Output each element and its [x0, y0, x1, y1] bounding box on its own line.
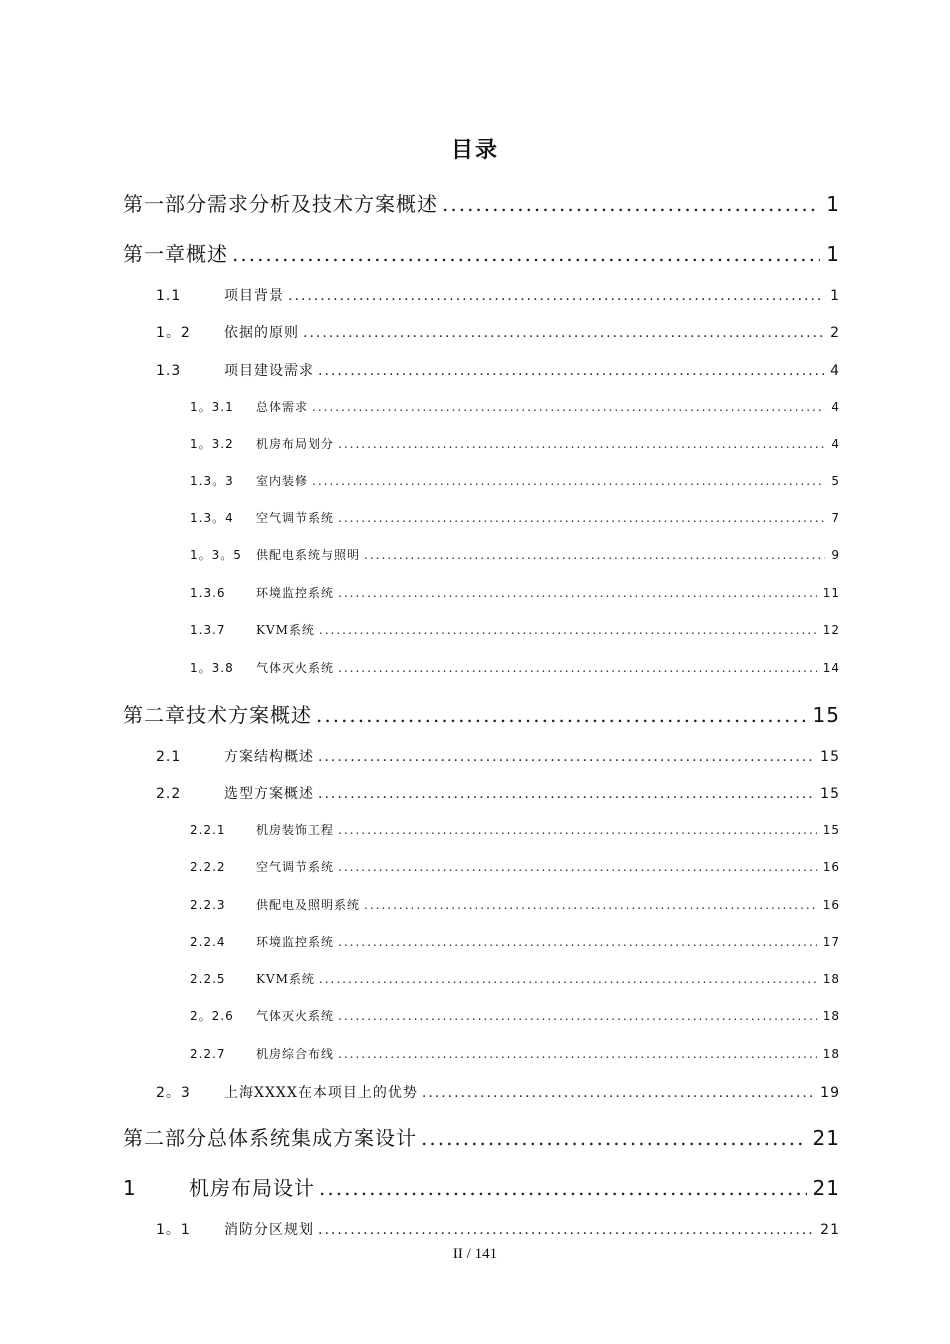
toc-entry-text: 供配电系统与照明 [256, 548, 361, 562]
toc-entry-number: 1.3。4 [190, 511, 234, 525]
toc-entry-subsection[interactable] [190, 821, 840, 838]
toc-entry-number: 1.3 [156, 363, 182, 379]
toc-entry-text: 空气调节系统 [256, 511, 335, 525]
toc-page-number: 18 [822, 1047, 840, 1061]
toc-entry-number: 2.2.4 [190, 935, 226, 949]
toc-entry-number: 1.3.6 [190, 586, 226, 600]
toc-entry-text: 气体灭火系统 [256, 661, 335, 675]
toc-page-number: 21 [812, 1176, 840, 1200]
toc-page-number: 11 [822, 586, 840, 600]
toc-entry-text: KVM系统 [256, 972, 315, 986]
toc-page-number: 7 [831, 511, 840, 525]
toc-entry-section[interactable] [156, 285, 840, 305]
toc-entry-section[interactable] [156, 783, 840, 803]
toc-entry-subsection[interactable] [190, 970, 840, 987]
toc-entry-number: 2.2.3 [190, 898, 226, 912]
toc-page-number: 4 [831, 437, 840, 451]
toc-entry-text: 第二章技术方案概述 [123, 703, 312, 727]
toc-page-number: 18 [822, 1009, 840, 1023]
toc-entry-text: 室内装修 [256, 474, 309, 488]
toc-entry-subsection[interactable] [190, 509, 840, 526]
toc-entry-section[interactable] [156, 1219, 840, 1239]
toc-entry-text: 供配电及照明系统 [256, 898, 361, 912]
toc-page-number: 15 [812, 703, 840, 727]
toc-leader-dots [319, 1176, 807, 1200]
toc-entry-text: 机房装饰工程 [256, 823, 335, 837]
toc-entry-chapter[interactable] [123, 1172, 840, 1201]
toc-entry-subsection[interactable] [190, 933, 840, 950]
toc-entry-text: 机房布局设计 [189, 1176, 315, 1200]
toc-entry-number: 2.2.5 [190, 972, 226, 986]
toc-leader-dots [338, 935, 817, 949]
toc-leader-dots [319, 623, 817, 637]
toc-leader-dots [442, 192, 820, 216]
toc-entry-text: 方案结构概述 [224, 749, 314, 765]
toc-entry-subsection[interactable] [190, 584, 840, 601]
toc-entry-text: 项目建设需求 [224, 363, 314, 379]
toc-entry-subsection[interactable] [190, 621, 840, 638]
toc-entry-number: 2.2.7 [190, 1047, 226, 1061]
toc-entry-subsection[interactable] [190, 1045, 840, 1062]
toc-page-number: 1 [830, 288, 840, 304]
toc-leader-dots [312, 474, 825, 488]
toc-entry-section[interactable] [156, 746, 840, 766]
toc-title: 目录 [450, 138, 499, 163]
toc-leader-dots [338, 511, 825, 525]
toc-entry-number: 1.3。3 [190, 474, 234, 488]
toc-page-number: 4 [830, 363, 840, 379]
toc-leader-dots [316, 703, 807, 727]
toc-entry-text: 机房布局划分 [256, 437, 335, 451]
toc-leader-dots [232, 242, 820, 266]
toc-entry-text: 第一部分需求分析及技术方案概述 [123, 192, 438, 216]
toc-leader-dots [364, 548, 825, 562]
toc-entry-subsection[interactable] [190, 1007, 840, 1024]
toc-page-number: 2 [830, 325, 840, 341]
toc-page-number: 5 [831, 474, 840, 488]
toc-entry-number: 1。3.2 [190, 437, 234, 451]
toc-entry-subsection[interactable] [190, 858, 840, 875]
toc-entry-subsection[interactable] [190, 896, 840, 913]
toc-entry-subsection[interactable] [190, 546, 840, 563]
toc-leader-dots [364, 898, 817, 912]
toc-leader-dots [422, 1085, 814, 1101]
toc-page-number: 19 [820, 1085, 840, 1101]
toc-page-number: 12 [822, 623, 840, 637]
toc-entry-subsection[interactable] [190, 472, 840, 489]
toc-page-number: 1 [826, 242, 840, 266]
toc-entry-number: 1。3。5 [190, 548, 242, 562]
toc-leader-dots [318, 363, 824, 379]
toc-page-number: 15 [820, 749, 840, 765]
toc-leader-dots [319, 972, 817, 986]
toc-entry-text: 选型方案概述 [224, 786, 314, 802]
toc-page-number: 18 [822, 972, 840, 986]
toc-entry-text: 环境监控系统 [256, 586, 335, 600]
toc-entry-text: 上海XXXX在本项目上的优势 [224, 1085, 418, 1101]
toc-leader-dots [318, 786, 814, 802]
toc-entry-text: 第二部分总体系统集成方案设计 [123, 1126, 417, 1150]
toc-entry-text: 气体灭火系统 [256, 1009, 335, 1023]
toc-entry-text: 空气调节系统 [256, 860, 335, 874]
toc-leader-dots [288, 288, 824, 304]
toc-page-number: 21 [820, 1222, 840, 1238]
toc-entry-section[interactable] [156, 322, 840, 342]
toc-leader-dots [312, 400, 825, 414]
toc-page-number: 14 [822, 661, 840, 675]
toc-entry-number: 1。3.8 [190, 661, 234, 675]
toc-entry-number: 2.1 [156, 749, 182, 765]
toc-entry-subsection[interactable] [190, 435, 840, 452]
toc-leader-dots [338, 661, 817, 675]
toc-entry-section[interactable] [156, 1082, 840, 1102]
toc-page-number: 21 [812, 1126, 840, 1150]
page-indicator: II / 141 [452, 1246, 498, 1262]
toc-entry-text: 环境监控系统 [256, 935, 335, 949]
toc-leader-dots [338, 1009, 817, 1023]
toc-page-number: 17 [822, 935, 840, 949]
toc-page-number: 15 [820, 786, 840, 802]
toc-page-number: 15 [822, 823, 840, 837]
toc-leader-dots [318, 749, 814, 765]
toc-entry-number: 2.2.1 [190, 823, 226, 837]
toc-page-number: 1 [826, 192, 840, 216]
toc-page-number: 16 [822, 898, 840, 912]
toc-page-number: 16 [822, 860, 840, 874]
toc-entry-section[interactable] [156, 360, 840, 380]
toc-entry-number: 2.2 [156, 786, 182, 802]
toc-entry-text: 项目背景 [224, 288, 284, 304]
toc-entry-subsection[interactable] [190, 398, 840, 415]
toc-entry-number: 1。1 [156, 1222, 191, 1238]
toc-leader-dots [303, 325, 824, 341]
toc-entry-chapter[interactable] [123, 238, 840, 267]
toc-leader-dots [318, 1222, 814, 1238]
toc-entry-number: 2.2.2 [190, 860, 226, 874]
toc-entry-number: 1 [123, 1176, 137, 1200]
toc-entry-chapter[interactable] [123, 699, 840, 728]
toc-entry-text: 消防分区规划 [224, 1222, 314, 1238]
toc-page-number: 4 [831, 400, 840, 414]
toc-page-number: 9 [831, 548, 840, 562]
toc-entry-number: 2。2.6 [190, 1009, 234, 1023]
toc-entry-text: 第一章概述 [123, 242, 228, 266]
toc-leader-dots [338, 860, 817, 874]
toc-entry-part[interactable] [123, 1122, 840, 1151]
toc-leader-dots [421, 1126, 807, 1150]
toc-leader-dots [338, 1047, 817, 1061]
toc-entry-number: 1.1 [156, 288, 182, 304]
toc-entry-number: 1。3.1 [190, 400, 234, 414]
toc-leader-dots [338, 437, 825, 451]
toc-entry-number: 2。3 [156, 1085, 191, 1101]
toc-entry-number: 1。2 [156, 325, 191, 341]
toc-entry-text: KVM系统 [256, 623, 315, 637]
toc-entry-text: 总体需求 [256, 400, 309, 414]
toc-entry-part[interactable] [123, 188, 840, 217]
toc-leader-dots [338, 586, 817, 600]
toc-entry-subsection[interactable] [190, 659, 840, 676]
toc-entry-text: 机房综合布线 [256, 1047, 335, 1061]
toc-entry-text: 依据的原则 [224, 325, 299, 341]
toc-leader-dots [338, 823, 817, 837]
toc-entry-number: 1.3.7 [190, 623, 226, 637]
